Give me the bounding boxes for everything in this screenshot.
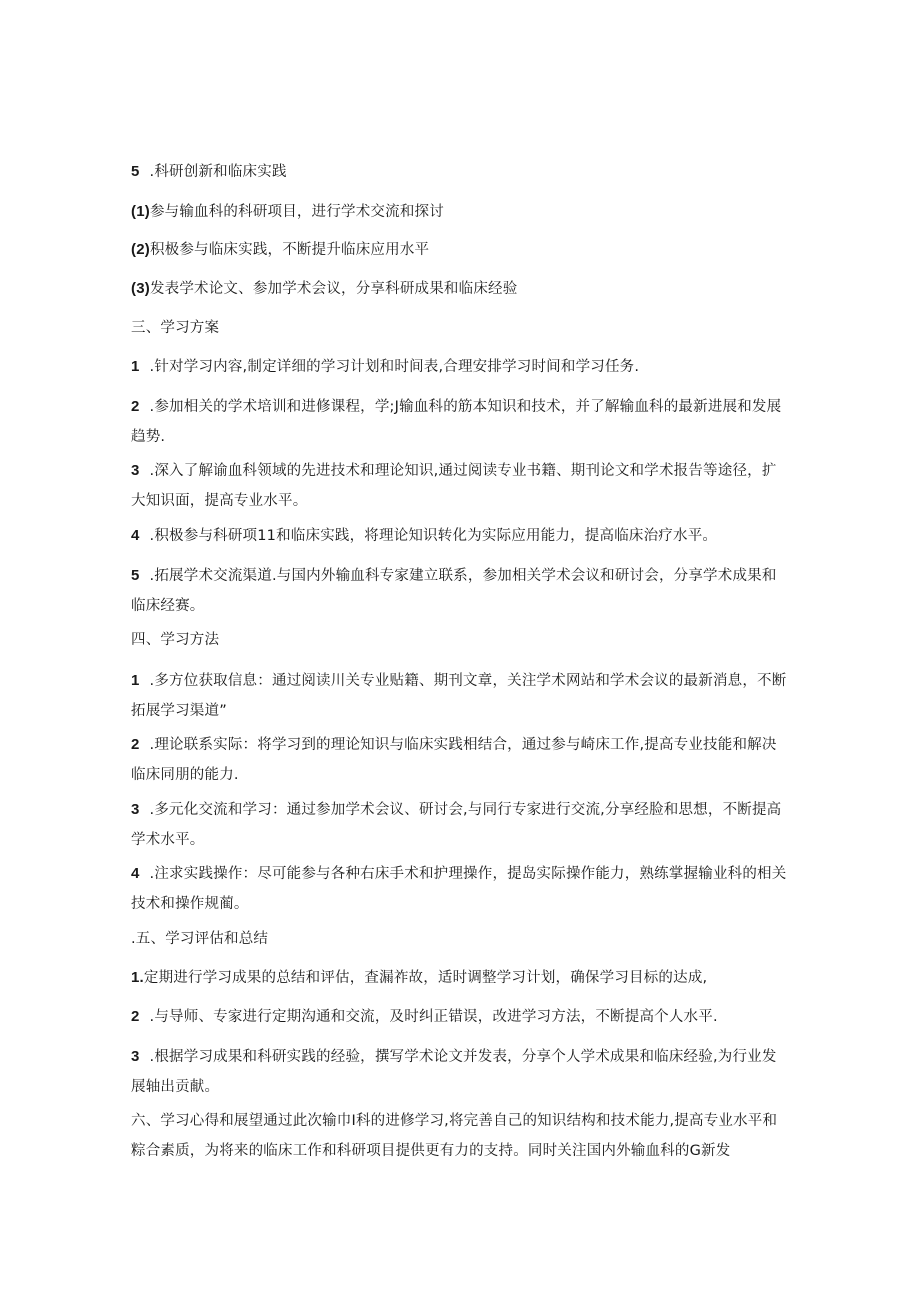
section-heading	[131, 314, 791, 342]
item-number: 3	[131, 801, 140, 818]
item-number: 1	[131, 358, 140, 375]
item-number: 3	[131, 462, 140, 479]
list-item	[131, 561, 791, 621]
section-item	[131, 158, 791, 186]
item-number: 3	[131, 1048, 140, 1065]
item-number: 4	[131, 527, 140, 544]
item-text: 发表学术论文、参加学术会议，分享科研成果和临床经验	[149, 281, 518, 297]
section-heading	[131, 925, 791, 953]
sub-item	[131, 236, 791, 264]
list-item	[131, 392, 791, 452]
item-number: 2	[131, 736, 140, 753]
list-item	[131, 522, 791, 550]
item-number: 2	[131, 398, 140, 415]
list-item	[131, 1003, 791, 1031]
list-item	[131, 730, 791, 790]
item-text: .参加相关的学术培训和进修课程，学;J输血科的筋本知识和技术，并了解输血科的最新进展和发展趋势.	[131, 399, 782, 445]
list-item	[131, 353, 791, 381]
item-text: .注求实践操作：尽可能参与各种右床手术和护理操作，提岛实际操作能力，熟练掌握输业科的相关技术和操作规蔺。	[131, 866, 787, 912]
item-text: .科研创新和临床实践	[149, 164, 287, 180]
item-number: 1.	[131, 969, 144, 986]
item-text: .根据学习成果和科研实践的经验，撰写学术论文并发表，分享个人学术成果和临床经验,为行业发展轴出贡献。	[131, 1049, 777, 1095]
item-text: .多元化交流和学习：通过参加学术会议、研讨会,与同行专家进行交流,分享经脸和思想，不断提高学术水平。	[131, 802, 782, 848]
item-text: 定期进行学习成果的总结和评估，査漏祚故，适时调整学习计划，确保学习目标的达成,	[143, 970, 708, 986]
item-text: .深入了解谕血科领域的先进技术和理论知识,通过阅读专业书籍、期刊论文和学术报告等途径，扩大知识面，提高专业水平。	[131, 463, 777, 509]
item-number: (1)	[131, 203, 150, 220]
list-item	[131, 666, 791, 726]
item-number: (2)	[131, 241, 150, 258]
item-number: 2	[131, 1008, 140, 1025]
item-text: .与导师、专家进行定期沟通和交流，及时纠正错误，改进学习方法，不断提高个人水平.	[149, 1009, 718, 1025]
list-item	[131, 964, 791, 992]
item-number: 5	[131, 163, 140, 180]
item-number: 5	[131, 567, 140, 584]
list-item	[131, 859, 791, 919]
list-item	[131, 795, 791, 855]
item-text: .针对学习内容,制定详细的学习计划和时间表,合理安排学习时间和学习任务.	[149, 359, 640, 375]
item-text: .积极参与科研项11和临床实践，将理论知识转化为实际应用能力，提高临床治疗水平。	[149, 528, 718, 544]
closing-paragraph	[131, 1106, 791, 1166]
list-item	[131, 456, 791, 516]
section-heading	[131, 626, 791, 654]
list-item	[131, 1042, 791, 1102]
item-number: 1	[131, 672, 140, 689]
item-text: .理论联系实际：将学习到的理论知识与临床实践相结合，通过参与崎床工作,提高专业技能和解决临床同朋的能力.	[131, 737, 777, 783]
heading-text: 四、学习方法	[131, 632, 220, 648]
item-number: 4	[131, 865, 140, 882]
item-text: .多方位获取信息：通过阅读川关专业贴籍、期刊文章，关注学术网站和学术会议的最新消息，不断拓展学习渠道”	[131, 673, 787, 719]
heading-text: .五、学习评估和总结	[131, 931, 269, 947]
item-text: 积极参与临床实践，不断提升临床应用水平	[149, 242, 430, 258]
item-number: (3)	[131, 280, 150, 297]
sub-item	[131, 198, 791, 226]
paragraph-text: 六、学习心得和展望通过此次输巾I科的进修学习,将完善自己的知识结构和技术能力,提高专业水平和粽合素质，为将来的临床工作和科研项目提供更有力的支持。同时关注国内外输血科的G新发	[131, 1113, 778, 1159]
heading-text: 三、学习方案	[131, 320, 220, 336]
item-text: 参与输血科的科研项目，进行学术交流和探讨	[149, 204, 444, 220]
item-text: .拓展学术交流渠道.与国内外输血科专家建立联系，参加相关学术会议和研讨会，分享学术成果和临床经赛。	[131, 568, 777, 614]
sub-item	[131, 275, 791, 303]
